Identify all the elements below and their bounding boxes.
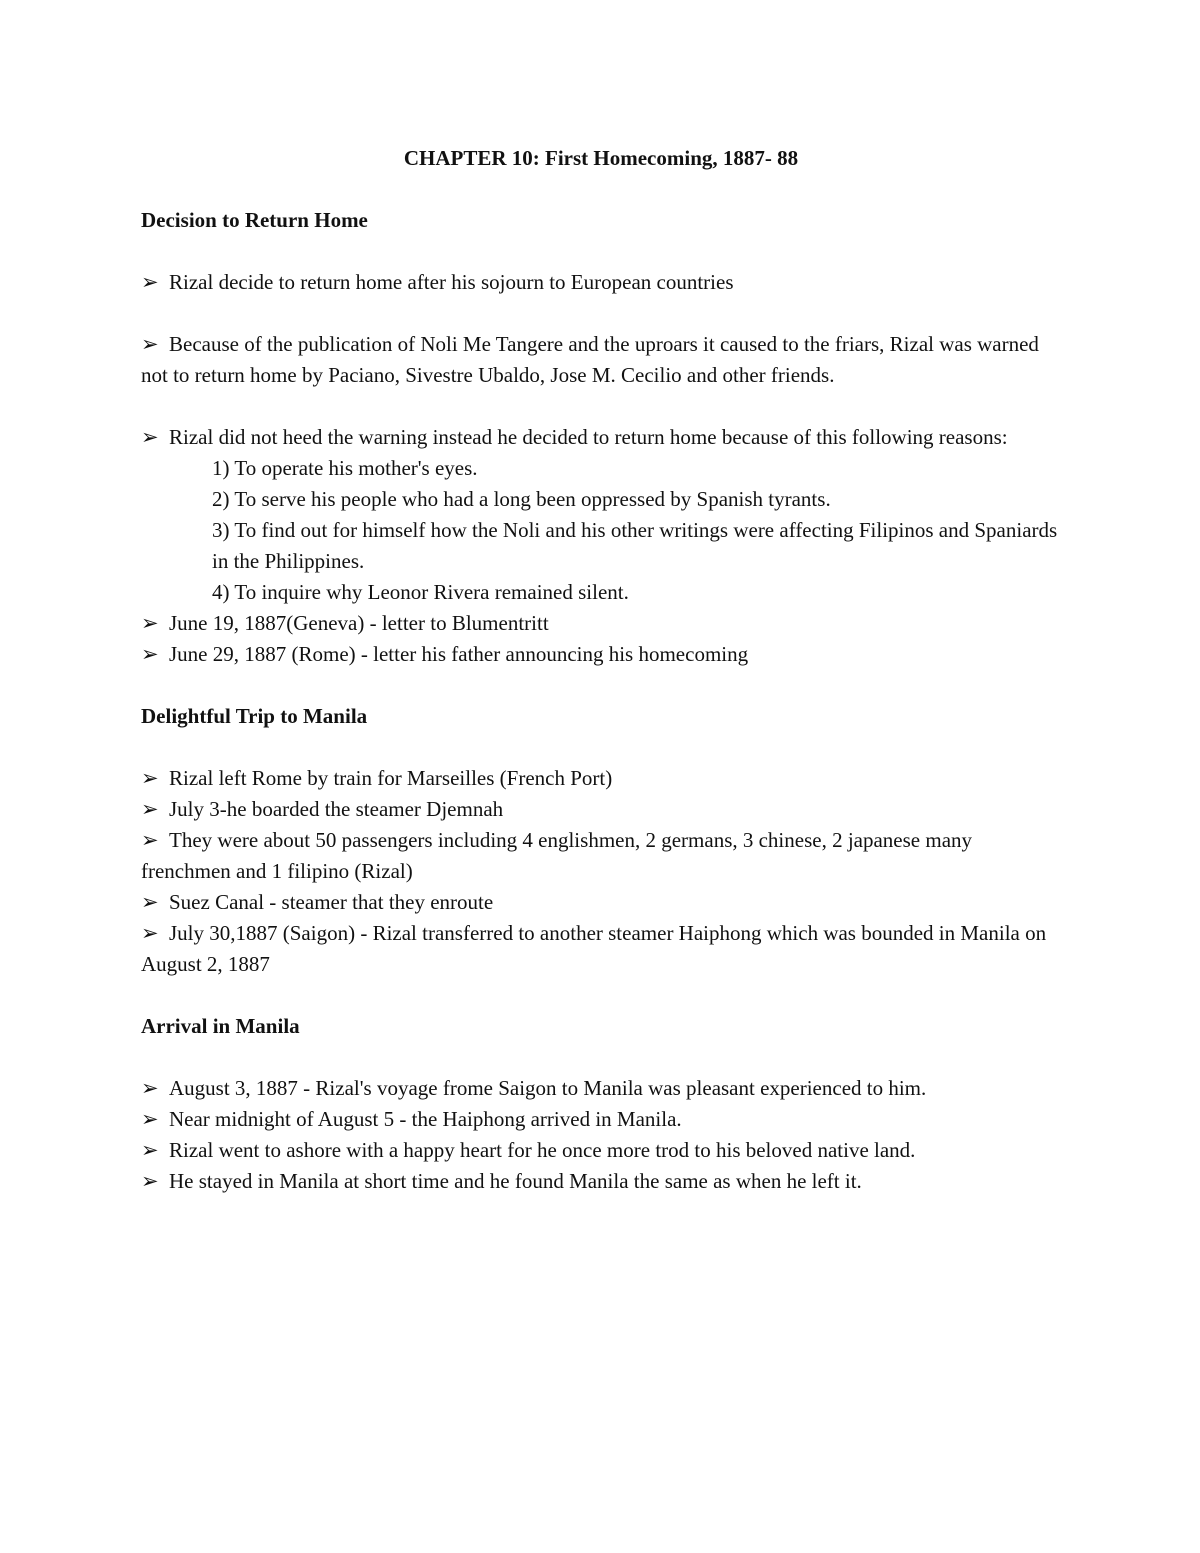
reason-item: 1) To operate his mother's eyes. xyxy=(212,456,478,480)
bullet-paragraph xyxy=(141,267,1061,298)
reason-item: 2) To serve his people who had a long been oppressed by Spanish tyrants. xyxy=(212,487,831,511)
bullet-text: June 19, 1887(Geneva) - letter to Blumentritt xyxy=(169,611,549,635)
arrow-bullet-icon: ➢ xyxy=(141,270,159,294)
reason-item: 4) To inquire why Leonor Rivera remained silent. xyxy=(212,580,629,604)
bullet-text: July 30,1887 (Saigon) - Rizal transferred to another steamer Haiphong which was bounded in Manila on August 2, 1887 xyxy=(141,921,1047,976)
bullet-paragraph xyxy=(141,794,1061,825)
bullet-paragraph xyxy=(141,422,1061,453)
bullet-paragraph xyxy=(141,608,1061,639)
section-heading-decision: Decision to Return Home xyxy=(141,208,368,232)
arrow-bullet-icon: ➢ xyxy=(141,332,159,356)
bullet-paragraph xyxy=(141,887,1061,918)
bullet-paragraph xyxy=(141,1135,1061,1166)
arrow-bullet-icon: ➢ xyxy=(141,890,159,914)
bullet-paragraph xyxy=(141,329,1061,391)
bullet-paragraph xyxy=(141,1073,1061,1104)
bullet-paragraph xyxy=(141,825,1061,887)
arrow-bullet-icon: ➢ xyxy=(141,766,159,790)
arrow-bullet-icon: ➢ xyxy=(141,1138,159,1162)
bullet-paragraph xyxy=(141,1104,1061,1135)
page-title: CHAPTER 10: First Homecoming, 1887- 88 xyxy=(403,146,799,170)
bullet-text: He stayed in Manila at short time and he found Manila the same as when he left it. xyxy=(169,1169,862,1193)
bullet-text: August 3, 1887 - Rizal's voyage frome Saigon to Manila was pleasant experienced to him. xyxy=(169,1076,927,1100)
arrow-bullet-icon: ➢ xyxy=(141,642,159,666)
arrow-bullet-icon: ➢ xyxy=(141,1076,159,1100)
bullet-paragraph xyxy=(141,763,1061,794)
arrow-bullet-icon: ➢ xyxy=(141,797,159,821)
bullet-text: Suez Canal - steamer that they enroute xyxy=(169,890,494,914)
document-page xyxy=(141,143,1061,1197)
arrow-bullet-icon: ➢ xyxy=(141,921,159,945)
arrow-bullet-icon: ➢ xyxy=(141,1169,159,1193)
reason-item: 3) To find out for himself how the Noli and his other writings were affecting Filipinos and Spaniards in the Philippines. xyxy=(212,518,1058,573)
arrow-bullet-icon: ➢ xyxy=(141,425,159,449)
arrow-bullet-icon: ➢ xyxy=(141,1107,159,1131)
bullet-paragraph xyxy=(141,1166,1061,1197)
bullet-text: They were about 50 passengers including 4 englishmen, 2 germans, 3 chinese, 2 japanese many frenchmen and 1 filipino (Rizal) xyxy=(141,828,973,883)
arrow-bullet-icon: ➢ xyxy=(141,611,159,635)
bullet-paragraph xyxy=(141,918,1061,980)
section-heading-trip: Delightful Trip to Manila xyxy=(141,704,368,728)
bullet-text: Because of the publication of Noli Me Tangere and the uproars it caused to the friars, Rizal was warned not to return home by Paciano, Sivestre Ubaldo, Jose M. Cecilio and other friends. xyxy=(141,332,1039,387)
bullet-text: Rizal left Rome by train for Marseilles (French Port) xyxy=(169,766,613,790)
bullet-text: June 29, 1887 (Rome) - letter his father announcing his homecoming xyxy=(169,642,749,666)
bullet-paragraph xyxy=(141,639,1061,670)
section-heading-arrival: Arrival in Manila xyxy=(141,1014,300,1038)
bullet-text: Rizal went to ashore with a happy heart for he once more trod to his beloved native land. xyxy=(169,1138,916,1162)
reasons-list xyxy=(141,453,1061,608)
bullet-text: Rizal decide to return home after his sojourn to European countries xyxy=(169,270,734,294)
bullet-text: Near midnight of August 5 - the Haiphong arrived in Manila. xyxy=(169,1107,682,1131)
bullet-text: July 3-he boarded the steamer Djemnah xyxy=(169,797,504,821)
bullet-text: Rizal did not heed the warning instead he decided to return home because of this following reasons: xyxy=(169,425,1008,449)
arrow-bullet-icon: ➢ xyxy=(141,828,159,852)
